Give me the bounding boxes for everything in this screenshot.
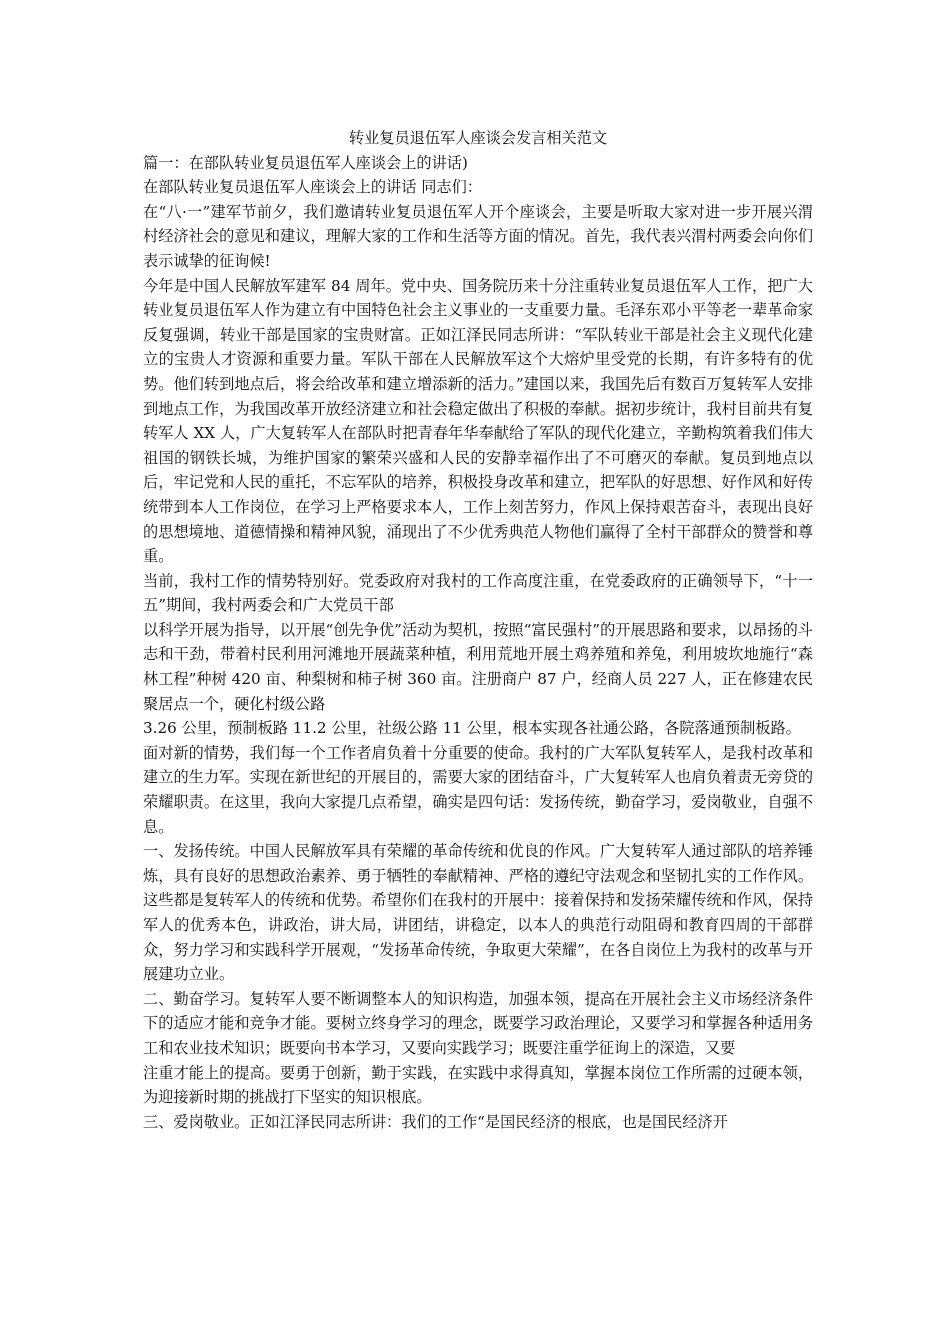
paragraph-6: 以科学开展为指导，以开展“创先争优”活动为契机，按照“富民强村”的开展思路和要求，以昂扬的斗志和干劲，带着村民利用河滩地开展蔬菜种植，利用荒地开展土鸡养殖和养兔，利用坡坎地施行“森林工程”种树 420 亩、种梨树和柿子树 360 亩。注册商户 87 户，经商人员 227 人，正在修建农民聚居点一个，硬化村级公路 [143,620,813,713]
paragraph-9: 一、发扬传统。中国人民解放军具有荣耀的革命传统和优良的作风。广大复转军人通过部队的培养锤炼，具有良好的思想政治素养、勇于牺牲的奉献精神、严格的遵纪守法观念和坚韧扎实的工作作风。这些都是复转军人的传统和优势。希望你们在我村的开展中：接着保持和发扬荣耀传统和作风，保持军人的优秀本色，讲政治，讲大局，讲团结，讲稳定，以本人的典范行动阻碍和教育四周的干部群众，努力学习和实践科学开展观，“发扬革命传统，争取更大荣耀”，在各自岗位上为我村的改革与开展建功立业。 [143,842,813,984]
paragraph-7: 3.26 公里，预制板路 11.2 公里，社级公路 11 公里，根本实现各社通公路，各院落通预制板路。 [143,719,801,738]
paragraph-5: 当前，我村工作的情势特别好。党委政府对我村的工作高度注重，在党委政府的正确领导下，“十一五”期间，我村两委会和广大党员干部 [143,571,813,615]
paragraph-2: 在部队转业复员退伍军人座谈会上的讲话 同志们： [143,178,482,197]
document-title: 转业复员退伍军人座谈会发言相关范文 [348,129,608,147]
paragraph-3: 在“八·一”建军节前夕，我们邀请转业复员退伍军人开个座谈会，主要是听取大家对进一步开展兴渭村经济社会的意见和建议，理解大家的工作和生活等方面的情况。首先，我代表兴渭村两委会向你们表示诚挚的征询候! [143,202,813,270]
paragraph-12: 三、爱岗敬业。正如江泽民同志所讲：我们的工作“是国民经济的根底，也是国民经济开 [143,1112,728,1131]
paragraph-4: 今年是中国人民解放军建军 84 周年。党中央、国务院历来十分注重转业复员退伍军人工作，把广大转业复员退伍军人作为建立有中国特色社会主义事业的一支重要力量。毛泽东邓小平等老一辈革命家反复强调，转业干部是国家的宝贵财富。正如江泽民同志所讲：“军队转业干部是社会主义现代化建立的宝贵人才资源和重要力量。军队干部在人民解放军这个大熔炉里受党的长期，有许多特有的优势。他们转到地点后，将会给改革和建立增添新的活力。”建国以来，我国先后有数百万复转军人安排到地点工作，为我国改革开放经济建立和社会稳定做出了积极的奉献。据初步统计，我村目前共有复转军人 XX 人，广大复转军人在部队时把青春年华奉献给了军队的现代化建立，辛勤构筑着我们伟大祖国的钢铁长城，为维护国家的繁荣兴盛和人民的安静幸福作出了不可磨灭的奉献。复员到地点以后，牢记党和人民的重托，不忘军队的培养，积极投身改革和建立，把军队的好思想、好作风和好传统带到本人工作岗位，在学习上严格要求本人，工作上刻苦努力，作风上保持艰苦奋斗，表现出良好的思想境地、道德情操和精神风貌，涌现出了不少优秀典范人物他们赢得了全村干部群众的赞誉和尊重。 [143,276,813,566]
paragraph-10: 二、勤奋学习。复转军人要不断调整本人的知识构造，加强本领，提高在开展社会主义市场经济条件下的适应才能和竞争才能。要树立终身学习的理念，既要学习政治理论，又要学习和掌握各种适用务工和农业技术知识；既要向书本学习，又要向实践学习；既要注重学征询上的深造，又要 [143,989,813,1057]
paragraph-8: 面对新的情势，我们每一个工作者肩负着十分重要的使命。我村的广大军队复转军人，是我村改革和建立的生力军。实现在新世纪的开展目的，需要大家的团结奋斗，广大复转军人也肩负着责无旁贷的荣耀职责。在这里，我向大家提几点希望，确实是四句话：发扬传统，勤奋学习，爱岗敬业，自强不息。 [143,743,813,836]
paragraph-1: 篇一：在部队转业复员退伍军人座谈会上的讲话) [143,153,468,172]
paragraph-11: 注重才能上的提高。要勇于创新，勤于实践，在实践中求得真知，掌握本岗位工作所需的过硬本领，为迎接新时期的挑战打下坚实的知识根底。 [143,1063,813,1107]
document-page [143,126,813,1134]
